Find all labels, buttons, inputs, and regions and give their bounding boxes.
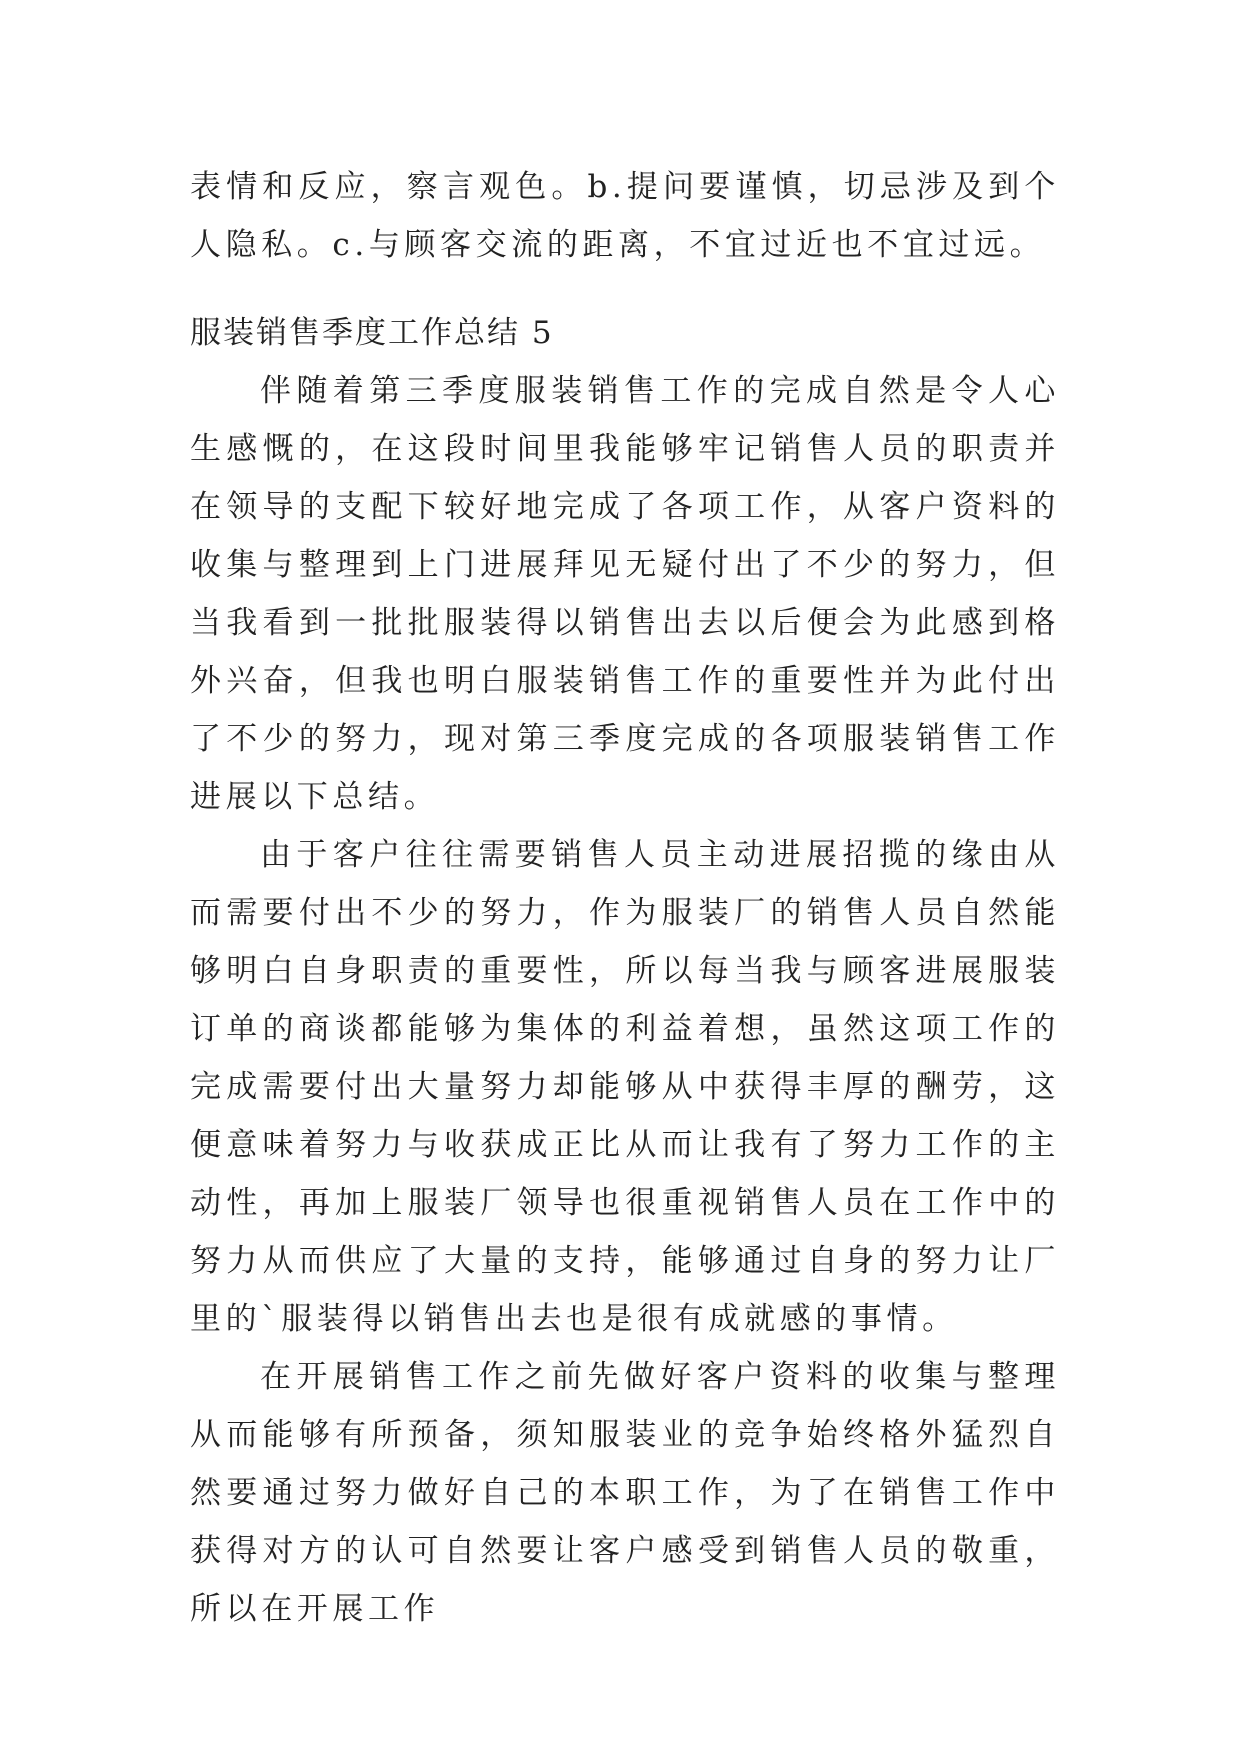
paragraph-intro: 伴随着第三季度服装销售工作的完成自然是令人心生感慨的，在这段时间里我能够牢记销售人员的职责并在领导的支配下较好地完成了各项工作，从客户资料的收集与整理到上门进展拜见无疑付出了不少的努力，但当我看到一批批服装得以销售出去以后便会为此感到格外兴奋，但我也明白服装销售工作的重要性并为此付出了不少的努力，现对第三季度完成的各项服装销售工作进展以下总结。 [190,373,1060,815]
section-heading: 服装销售季度工作总结 5 [190,315,554,351]
paragraph-preparation: 在开展销售工作之前先做好客户资料的收集与整理从而能够有所预备，须知服装业的竞争始终格外猛烈自然要通过努力做好自己的本职工作，为了在销售工作中获得对方的认可自然要让客户感受到销售人员的敬重，所以在开展工作 [190,1359,1060,1627]
paragraph-customers: 由于客户往往需要销售人员主动进展招揽的缘由从而需要付出不少的努力，作为服装厂的销售人员自然能够明白自身职责的重要性，所以每当我与顾客进展服装订单的商谈都能够为集体的利益着想，虽然这项工作的完成需要付出大量努力却能够从中获得丰厚的酬劳，这便意味着努力与收获成正比从而让我有了努力工作的主动性，再加上服装厂领导也很重视销售人员在工作中的努力从而供应了大量的支持，能够通过自身的努力让厂里的`服装得以销售出去也是很有成就感的事情。 [190,837,1060,1337]
document-body [190,158,1060,1638]
paragraph-continued: 表情和反应，察言观色。b.提问要谨慎，切忌涉及到个人隐私。c.与顾客交流的距离，不宜过近也不宜过远。 [190,169,1060,263]
